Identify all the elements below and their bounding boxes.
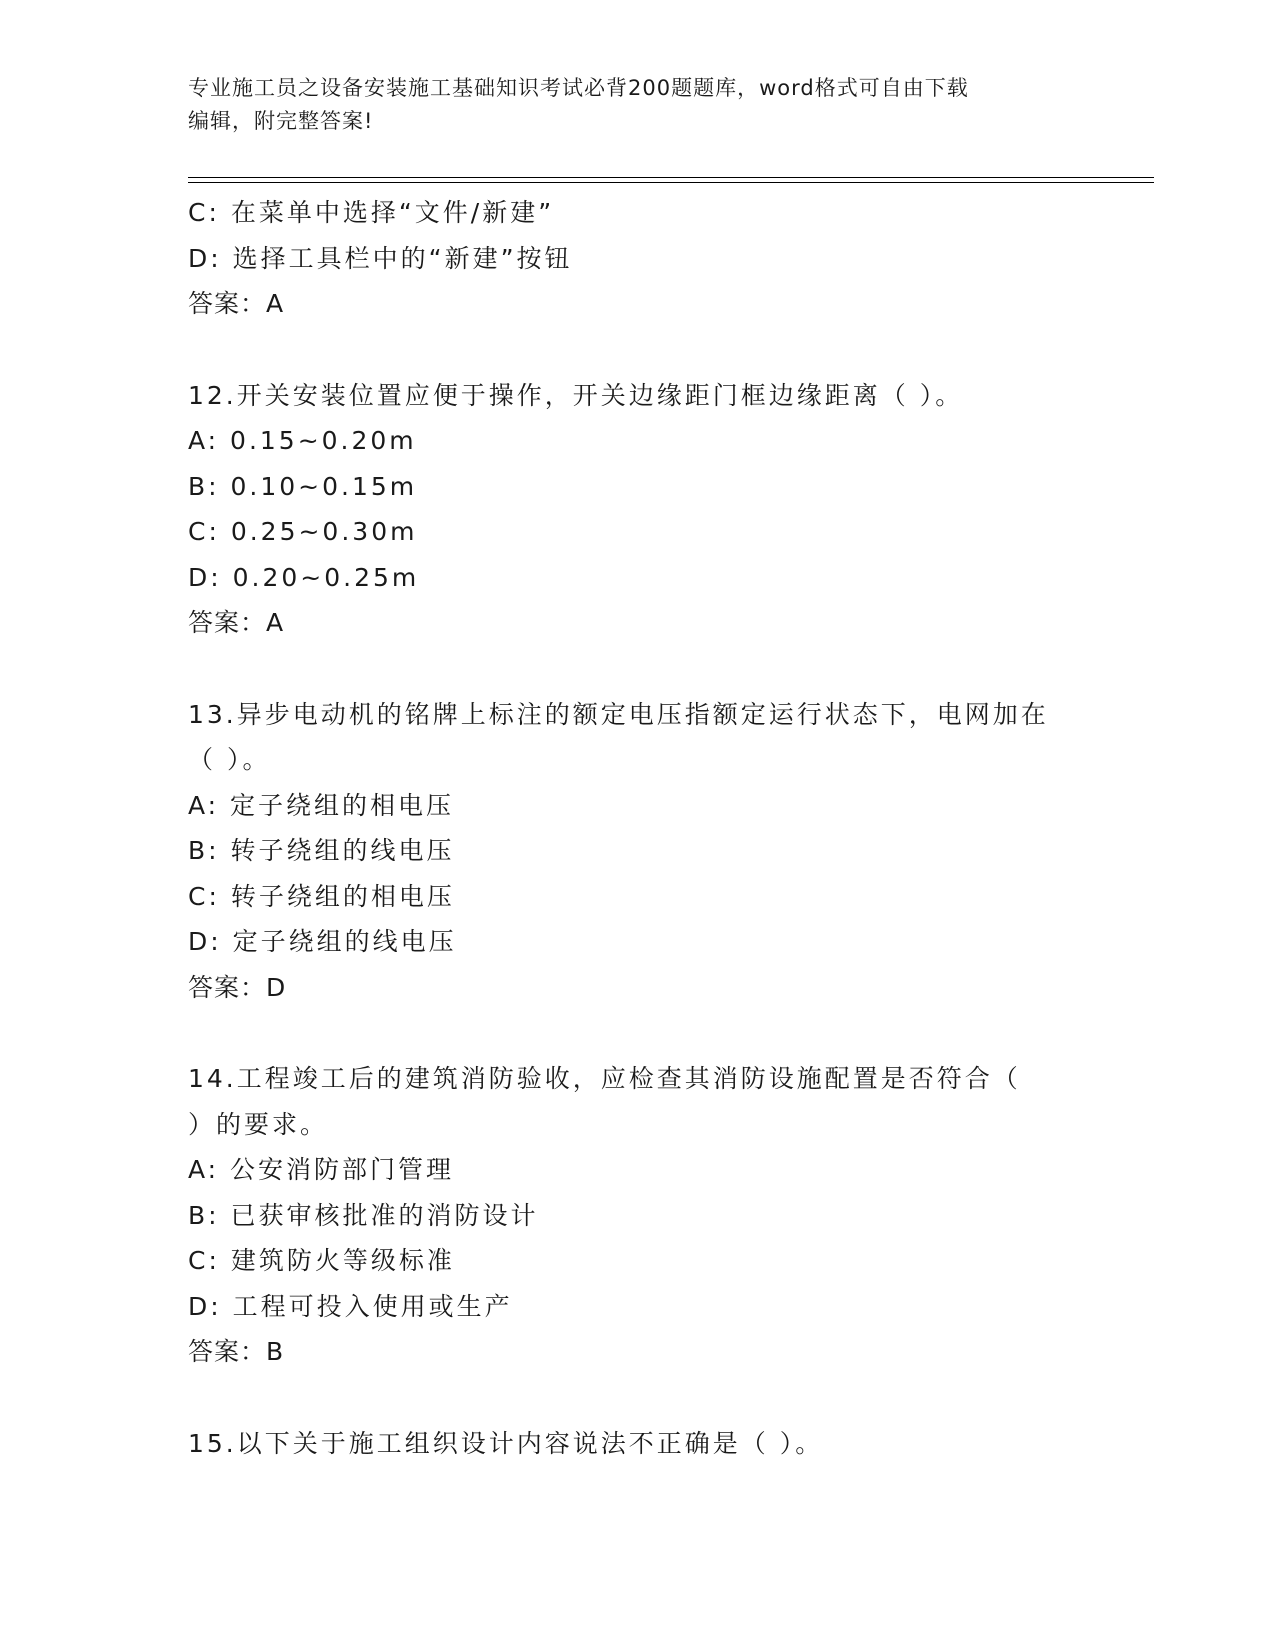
option-d: D: 0.20~0.25m — [188, 562, 420, 592]
question-stem: 12.开关安装位置应便于操作，开关边缘距门框边缘距离（ ）。 — [188, 380, 964, 410]
question-block-13 — [188, 692, 1088, 1011]
spacer — [188, 646, 1088, 692]
spacer — [188, 327, 1088, 373]
header-title-line-2: 编辑，附完整答案! — [188, 109, 374, 133]
option-a: A: 定子绕组的相电压 — [188, 790, 455, 820]
option-d: D: 工程可投入使用或生产 — [188, 1291, 513, 1321]
answer-line: 答案：B — [188, 1337, 285, 1366]
option-a: A: 0.15~0.20m — [188, 426, 417, 455]
question-block-14 — [188, 1056, 1088, 1375]
header-title-line-1: 专业施工员之设备安装施工基础知识考试必背200题题库，word格式可自由下载 — [188, 76, 969, 100]
option-b: B: 0.10~0.15m — [188, 471, 418, 501]
question-stem: 13.异步电动机的铭牌上标注的额定电压指额定运行状态下，电网加在 — [188, 699, 1049, 729]
question-list — [188, 190, 1088, 1466]
answer-line: 答案：A — [188, 608, 285, 637]
option-b: B: 已获审核批准的消防设计 — [188, 1200, 539, 1230]
question-block-12 — [188, 373, 1088, 646]
answer-line: 答案：D — [188, 972, 287, 1002]
question-stem-continued: ）的要求。 — [188, 1109, 329, 1139]
question-stem: 14.工程竣工后的建筑消防验收，应检查其消防设施配置是否符合（ — [188, 1064, 1021, 1093]
option-c: C: 建筑防火等级标准 — [188, 1246, 455, 1275]
spacer — [188, 1375, 1088, 1421]
question-stem: 15.以下关于施工组织设计内容说法不正确是（ ）。 — [188, 1428, 824, 1458]
option-c: C: 转子绕组的相电压 — [188, 881, 455, 911]
spacer — [188, 1010, 1088, 1056]
question-stem-continued: （ ）。 — [188, 745, 271, 774]
question-block-11 — [188, 190, 1088, 327]
header-divider-bottom — [188, 182, 1154, 183]
option-c: C: 0.25~0.30m — [188, 517, 418, 546]
option-a: A: 公安消防部门管理 — [188, 1155, 455, 1184]
option-b: B: 转子绕组的线电压 — [188, 836, 455, 865]
option-d: D: 选择工具栏中的“新建”按钮 — [188, 243, 573, 273]
document-header — [188, 72, 1078, 138]
option-d: D: 定子绕组的线电压 — [188, 927, 457, 956]
answer-line: 答案：A — [188, 289, 285, 318]
header-divider-top — [188, 177, 1154, 178]
question-block-15 — [188, 1421, 1088, 1467]
option-c: C: 在菜单中选择“文件/新建” — [188, 198, 555, 227]
